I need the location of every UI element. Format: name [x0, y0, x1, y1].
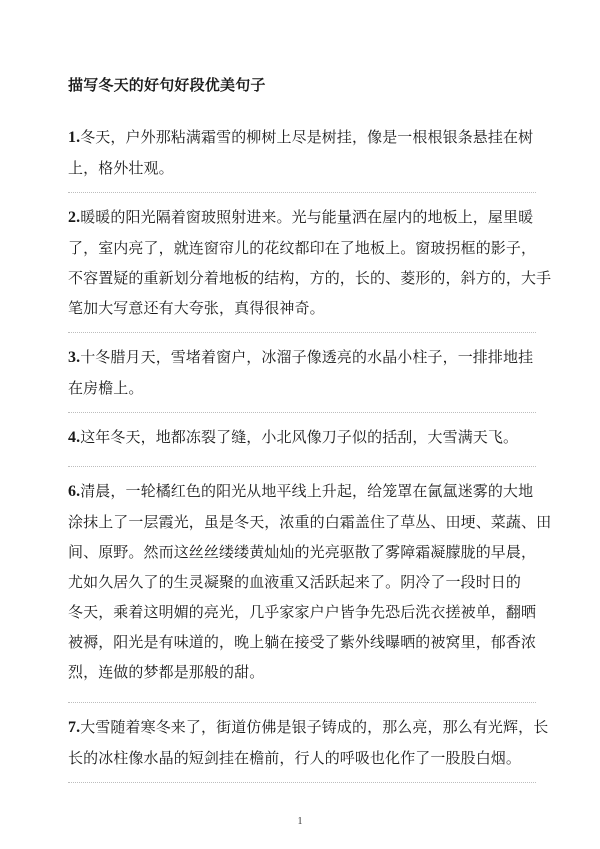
paragraph-number: 3. — [68, 349, 81, 366]
paragraph-line: 笔加大写意还有大夸张，真得很神奇。 — [68, 299, 325, 317]
paragraph-line: 被褥，阳光是有味道的，晚上躺在接受了紫外线曝晒的被窝里，郁香浓 — [68, 633, 537, 651]
paragraph-line: 涂抹上了一层霞光，虽是冬天，浓重的白霜盖住了草丛、田埂、菜蔬、田 — [68, 513, 552, 531]
paragraph-line: 上，格外壮观。 — [68, 159, 174, 177]
paragraph-text — [68, 202, 552, 323]
paragraph-6 — [68, 476, 552, 687]
paragraph-line: 冬天，户外那粘满霜雪的柳树上尽是树挂，像是一根根银条悬挂在树 — [80, 128, 534, 146]
paragraph-7 — [68, 712, 549, 773]
paragraph-number: 1. — [68, 129, 81, 146]
paragraph-1 — [68, 122, 536, 183]
paragraph-line: 不容置疑的重新划分着地板的结构，方的，长的、菱形的，斜方的，大手 — [68, 269, 552, 287]
divider — [68, 466, 536, 467]
paragraph-4 — [68, 422, 536, 453]
paragraph-text — [68, 712, 549, 773]
divider — [68, 782, 536, 783]
paragraph-line: 间、原野。然而这丝丝缕缕黄灿灿的光亮驱散了雾障霜凝朦胧的早晨， — [68, 543, 537, 561]
divider — [68, 192, 536, 193]
paragraph-line: 清晨，一轮橘红色的阳光从地平线上升起，给笼罩在氤氲迷雾的大地 — [80, 482, 534, 500]
divider — [68, 332, 536, 333]
paragraph-number: 6. — [68, 483, 81, 500]
document-title: 描写冬天的好句好段优美句子 — [68, 76, 266, 94]
paragraph-line: 暖暖的阳光隔着窗玻照射进来。光与能量洒在屋内的地板上，屋里暖 — [80, 208, 534, 226]
paragraph-number: 7. — [68, 719, 81, 736]
paragraph-3 — [68, 342, 536, 403]
paragraph-text — [68, 476, 552, 687]
paragraph-line: 烈，连做的梦都是那般的甜。 — [68, 663, 265, 681]
paragraph-number: 2. — [68, 209, 81, 226]
paragraph-text — [68, 422, 536, 453]
paragraph-line: 了，室内亮了，就连窗帘儿的花纹都印在了地板上。窗玻拐框的影子， — [68, 239, 537, 257]
paragraph-number: 4. — [68, 429, 81, 446]
paragraph-text — [68, 342, 536, 403]
paragraph-line: 十冬腊月天，雪堵着窗户，冰溜子像透亮的水晶小柱子，一排排地挂 — [80, 348, 534, 366]
divider — [68, 702, 536, 703]
page-number: 1 — [297, 816, 303, 827]
paragraph-line: 冬天，乘着这明媚的亮光，几乎家家户户皆争先恐后洗衣搓被单，翻晒 — [68, 603, 537, 621]
paragraph-line: 这年冬天，地都冻裂了缝，小北风像刀子似的括刮，大雪满天飞。 — [80, 428, 519, 446]
paragraph-line: 在房檐上。 — [68, 379, 144, 397]
paragraph-line: 大雪随着寒冬来了，街道仿佛是银子铸成的，那么亮，那么有光辉，长 — [80, 718, 549, 736]
paragraph-2 — [68, 202, 552, 323]
paragraph-text — [68, 122, 536, 183]
paragraph-line: 尤如久居久了的生灵凝聚的血液重又活跃起来了。阴冷了一段时日的 — [68, 573, 522, 591]
paragraph-line: 长的冰柱像水晶的短剑挂在檐前，行人的呼吸也化作了一股股白烟。 — [68, 749, 522, 767]
divider — [68, 412, 536, 413]
